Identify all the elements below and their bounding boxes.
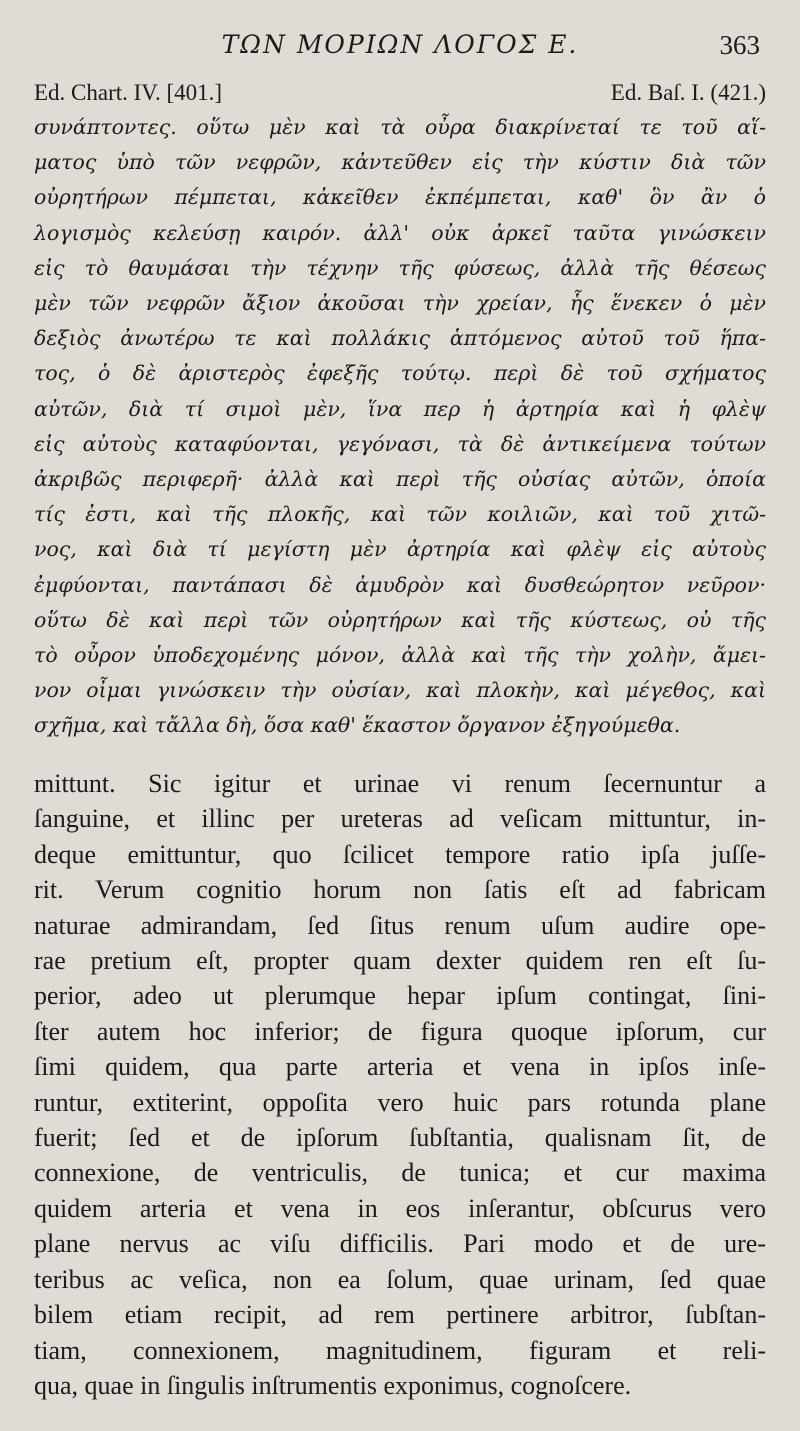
- greek-text-line: τὸ οὖρον ὑποδεχομένης μόνον, ἀλλὰ καὶ τῆς τὴν χολὴν, ἄμει-: [34, 643, 766, 668]
- latin-text-line: perior, adeo ut plerumque hepar ipſum contingat, ſini-: [34, 981, 766, 1011]
- greek-text-line: συνάπτοντες. οὕτω μὲν καὶ τὰ οὖρα διακρίνεταί τε τοῦ αἵ-: [34, 115, 766, 139]
- greek-text-line: τος, ὁ δὲ ἀριστερὸς ἐφεξῆς τούτῳ. περὶ δὲ τοῦ σχήματος: [34, 361, 766, 386]
- greek-text-line: ματος ὑπὸ τῶν νεφρῶν, κἀντεῦθεν εἰς τὴν κύστιν διὰ τῶν: [34, 150, 766, 175]
- latin-text-line: bilem etiam recipit, ad rem pertinere arbitror, ſubſtan-: [34, 1300, 766, 1330]
- page-number: 363: [719, 30, 760, 60]
- greek-text-line: νος, καὶ διὰ τί μεγίστη μὲν ἀρτηρία καὶ φλὲψ εἰς αὐτοὺς: [34, 537, 766, 562]
- latin-text-line: deque emittuntur, quo ſcilicet tempore ratio ipſa juſſe-: [34, 839, 766, 869]
- greek-text-line: ἀκριβῶς περιφερῆ· ἀλλὰ καὶ περὶ τῆς οὐσίας αὐτῶν, ὁποία: [34, 467, 766, 492]
- running-head: [0, 30, 800, 64]
- greek-text-line: ἐμφύονται, παντάπασι δὲ ἀμυδρὸν καὶ δυσθεώρητον νεῦρον·: [34, 572, 766, 597]
- running-title: ΤΩΝ ΜΟΡΙΩΝ ΛΟΓΟΣ Ε.: [221, 30, 579, 59]
- latin-text-line: quidem arteria et vena in eos inſerantur, obſcurus vero: [34, 1193, 766, 1223]
- latin-text-line: naturae admirandam, ſed ſitus renum uſum audire ope-: [34, 910, 766, 940]
- latin-text-line: rae pretium eſt, propter quam dexter quidem ren eſt ſu-: [34, 946, 766, 976]
- latin-text-line: connexione, de ventriculis, de tunica; et cur maxima: [34, 1158, 766, 1188]
- latin-text-line: tiam, connexionem, magnitudinem, figuram et reli-: [34, 1335, 766, 1365]
- latin-text-line: teribus ac veſica, non ea ſolum, quae urinam, ſed quae: [34, 1264, 766, 1294]
- greek-text-line: λογισμὸς κελεύσῃ καιρόν. ἀλλ' οὐκ ἀρκεῖ ταῦτα γινώσκειν: [34, 220, 766, 245]
- greek-text-line: εἰς αὐτοὺς καταφύονται, γεγόνασι, τὰ δὲ ἀντικείμενα τούτων: [34, 431, 766, 456]
- edition-basel-ref: Ed. Baſ. I. (421.): [610, 80, 766, 105]
- greek-text-line: νον οἶμαι γινώσκειν τὴν οὐσίαν, καὶ πλοκὴν, καὶ μέγεθος, καὶ: [34, 678, 766, 703]
- latin-text-line: mittunt. Sic igitur et urinae vi renum ſecernuntur a: [34, 769, 766, 798]
- greek-text-line: εἰς τὸ θαυμάσαι τὴν τέχνην τῆς φύσεως, ἀλλὰ τῆς θέσεως: [34, 255, 766, 280]
- greek-text-line: σχῆμα, καὶ τἄλλα δὴ, ὅσα καθ' ἕκαστον ὄργανον ἐξηγούμεθα.: [34, 713, 681, 738]
- greek-text-line: αὐτῶν, διὰ τί σιμοὶ μὲν, ἵνα περ ἡ ἀρτηρία καὶ ἡ φλὲψ: [34, 396, 766, 421]
- latin-text-line: runtur, extiterint, oppoſita vero huic pars rotunda plane: [34, 1087, 766, 1117]
- latin-text-line: qua, quae in ſingulis inſtrumentis exponimus, cognoſcere.: [34, 1370, 632, 1400]
- latin-text-line: ſter autem hoc inferior; de figura quoque ipſorum, cur: [34, 1016, 766, 1046]
- latin-text-line: fuerit; ſed et de ipſorum ſubſtantia, qualisnam ſit, de: [34, 1123, 766, 1153]
- latin-text-line: ſimi quidem, qua parte arteria et vena in ipſos inſe-: [34, 1052, 766, 1082]
- latin-text-line: ſanguine, et illinc per ureteras ad veſicam mittuntur, in-: [34, 804, 766, 834]
- greek-text-block: [34, 110, 766, 744]
- greek-text-line: δεξιὸς ἀνωτέρω τε καὶ πολλάκις ἁπτόμενος αὐτοῦ τοῦ ἥπα-: [34, 326, 766, 351]
- latin-text-line: rit. Verum cognitio horum non ſatis eſt ad fabricam: [34, 875, 766, 905]
- greek-text-line: οὕτω δὲ καὶ περὶ τῶν οὐρητήρων καὶ τῆς κύστεως, οὐ τῆς: [34, 607, 766, 632]
- latin-text-line: plane nervus ac viſu difficilis. Pari modo et de ure-: [34, 1229, 766, 1259]
- greek-text-line: τίς ἐστι, καὶ τῆς πλοκῆς, καὶ τῶν κοιλιῶν, καὶ τοῦ χιτῶ-: [34, 502, 766, 527]
- latin-text-block: [34, 766, 766, 1403]
- greek-text-line: οὐρητήρων πέμπεται, κἀκεῖθεν ἐκπέμπεται, καθ' ὃν ἂν ὁ: [34, 185, 766, 210]
- greek-text-line: μὲν τῶν νεφρῶν ἄξιον ἀκοῦσαι τὴν χρείαν, ἧς ἕνεκεν ὁ μὲν: [34, 291, 766, 316]
- edition-chartier-ref: Ed. Chart. IV. [401.]: [34, 80, 223, 105]
- edition-reference-line: [34, 80, 766, 108]
